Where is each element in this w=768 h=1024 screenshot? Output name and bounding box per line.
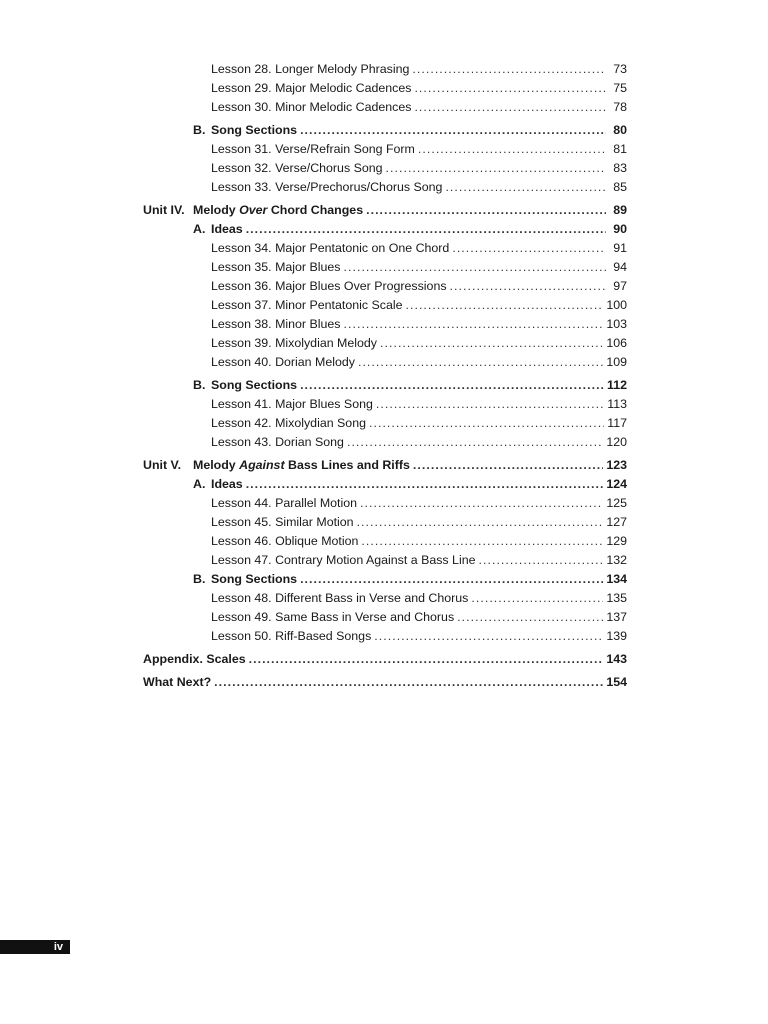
entry-page-number: 94	[613, 260, 627, 274]
toc-entry-unit	[0, 456, 768, 475]
entry-page-number: 120	[606, 435, 627, 449]
toc-entry-lesson	[0, 296, 768, 315]
entry-title: Lesson 33. Verse/Prechorus/Chorus Song	[211, 180, 443, 194]
entry-page-number: 109	[606, 355, 627, 369]
section-title: Song Sections	[211, 378, 298, 392]
entry-page-number: 129	[606, 534, 627, 548]
section-title: Song Sections	[211, 123, 298, 137]
page-folio: iv	[0, 940, 70, 954]
entry-title: Lesson 39. Mixolydian Melody	[211, 336, 377, 350]
dot-leader	[413, 456, 603, 475]
toc-entry-lesson	[0, 315, 768, 334]
section-letter: A.	[193, 222, 206, 236]
dot-leader	[376, 395, 604, 414]
toc-entry-lesson	[0, 178, 768, 197]
entry-page-number: 75	[613, 81, 627, 95]
toc-entry-lesson	[0, 98, 768, 117]
entry-title: Lesson 31. Verse/Refrain Song Form	[211, 142, 415, 156]
unit-number: Unit IV.	[143, 203, 185, 217]
toc-entry-lesson	[0, 79, 768, 98]
dot-leader	[450, 277, 606, 296]
toc-entry-lesson	[0, 334, 768, 353]
toc-entry-unit	[0, 201, 768, 220]
entry-page-number: 127	[606, 515, 627, 529]
toc-entry-lesson	[0, 589, 768, 608]
entry-title: Lesson 44. Parallel Motion	[211, 496, 358, 510]
toc-entry-lesson	[0, 414, 768, 433]
entry-page-number: 81	[613, 142, 627, 156]
toc-entry-section	[0, 220, 768, 239]
dot-leader	[300, 376, 604, 395]
dot-leader	[300, 570, 603, 589]
toc-entry-lesson	[0, 159, 768, 178]
entry-page-number: 73	[613, 62, 627, 76]
dot-leader	[479, 551, 604, 570]
unit-number: Unit V.	[143, 458, 182, 472]
entry-title: Lesson 34. Major Pentatonic on One Chord	[211, 241, 450, 255]
entry-title: Lesson 28. Longer Melody Phrasing	[211, 62, 410, 76]
entry-title: Appendix. Scales	[143, 652, 246, 666]
entry-page-number: 85	[613, 180, 627, 194]
toc-entry-lesson	[0, 353, 768, 372]
toc-entry-appendix	[0, 650, 768, 669]
entry-title: Lesson 42. Mixolydian Song	[211, 416, 366, 430]
dot-leader	[418, 140, 606, 159]
entry-page-number: 91	[613, 241, 627, 255]
toc-entry-lesson	[0, 140, 768, 159]
entry-page-number: 103	[606, 317, 627, 331]
toc-entry-what-next	[0, 673, 768, 692]
toc-entry-lesson	[0, 258, 768, 277]
toc-entry-lesson	[0, 532, 768, 551]
toc-entry-lesson	[0, 494, 768, 513]
toc-entry-lesson	[0, 433, 768, 452]
section-letter: B.	[193, 378, 206, 392]
toc-entry-section	[0, 570, 768, 589]
toc-entry-lesson	[0, 627, 768, 646]
entry-page-number: 137	[606, 610, 627, 624]
toc-entry-section	[0, 475, 768, 494]
toc-entry-lesson	[0, 551, 768, 570]
table-of-contents	[0, 60, 768, 692]
entry-page-number: 132	[606, 553, 627, 567]
unit-title-part: Melody	[193, 203, 240, 217]
dot-leader	[386, 159, 606, 178]
entry-page-number: 124	[606, 477, 627, 491]
dot-leader	[246, 220, 606, 239]
dot-leader	[358, 353, 603, 372]
dot-leader	[300, 121, 606, 140]
section-letter: B.	[193, 123, 206, 137]
unit-title-part: Bass Lines and Riffs	[284, 458, 410, 472]
entry-title: Lesson 35. Major Blues	[211, 260, 341, 274]
dot-leader	[369, 414, 604, 433]
dot-leader	[374, 627, 603, 646]
entry-page-number: 113	[607, 397, 627, 411]
dot-leader	[361, 532, 603, 551]
dot-leader	[380, 334, 603, 353]
entry-title: Lesson 50. Riff-Based Songs	[211, 629, 372, 643]
entry-page-number: 90	[613, 222, 627, 236]
unit-title-part: Chord Changes	[267, 203, 364, 217]
entry-title: Lesson 38. Minor Blues	[211, 317, 341, 331]
unit-title-part: Melody	[193, 458, 240, 472]
entry-title: Lesson 45. Similar Motion	[211, 515, 354, 529]
toc-entry-lesson	[0, 395, 768, 414]
dot-leader	[344, 258, 607, 277]
entry-page-number: 134	[606, 572, 627, 586]
dot-leader	[445, 178, 606, 197]
toc-entry-section	[0, 376, 768, 395]
entry-title: Lesson 30. Minor Melodic Cadences	[211, 100, 412, 114]
entry-page-number: 125	[606, 496, 627, 510]
dot-leader	[214, 673, 603, 692]
dot-leader	[249, 650, 604, 669]
entry-page-number: 80	[613, 123, 627, 137]
section-title: Ideas	[211, 477, 243, 491]
entry-page-number: 117	[607, 416, 627, 430]
entry-title: Lesson 47. Contrary Motion Against a Bass Line	[211, 553, 476, 567]
section-title: Ideas	[211, 222, 243, 236]
section-title: Song Sections	[211, 572, 298, 586]
entry-title: Lesson 40. Dorian Melody	[211, 355, 355, 369]
entry-title: Lesson 49. Same Bass in Verse and Chorus	[211, 610, 455, 624]
dot-leader	[414, 98, 606, 117]
entry-page-number: 154	[606, 675, 627, 689]
dot-leader	[246, 475, 604, 494]
dot-leader	[414, 79, 606, 98]
entry-title: Lesson 32. Verse/Chorus Song	[211, 161, 383, 175]
section-letter: B.	[193, 572, 206, 586]
unit-title-emphasis: Against	[239, 458, 285, 472]
dot-leader	[344, 315, 604, 334]
entry-page-number: 143	[606, 652, 627, 666]
unit-title-emphasis: Over	[239, 203, 268, 217]
entry-page-number: 97	[613, 279, 627, 293]
entry-page-number: 78	[613, 100, 627, 114]
dot-leader	[357, 513, 604, 532]
section-letter: A.	[193, 477, 206, 491]
dot-leader	[457, 608, 603, 627]
entry-page-number: 112	[607, 378, 627, 392]
entry-title: Lesson 46. Oblique Motion	[211, 534, 359, 548]
entry-title: Lesson 37. Minor Pentatonic Scale	[211, 298, 403, 312]
dot-leader	[452, 239, 606, 258]
entry-title: Lesson 36. Major Blues Over Progressions	[211, 279, 447, 293]
dot-leader	[347, 433, 603, 452]
entry-page-number: 139	[606, 629, 627, 643]
dot-leader	[471, 589, 603, 608]
toc-entry-lesson	[0, 60, 768, 79]
entry-page-number: 135	[606, 591, 627, 605]
entry-page-number: 83	[613, 161, 627, 175]
dot-leader	[405, 296, 603, 315]
entry-page-number: 100	[606, 298, 627, 312]
dot-leader	[360, 494, 603, 513]
entry-page-number: 123	[606, 458, 627, 472]
entry-title: Lesson 43. Dorian Song	[211, 435, 344, 449]
entry-page-number: 89	[613, 203, 627, 217]
toc-entry-section	[0, 121, 768, 140]
entry-page-number: 106	[606, 336, 627, 350]
toc-entry-lesson	[0, 513, 768, 532]
entry-title: Lesson 48. Different Bass in Verse and Chorus	[211, 591, 469, 605]
entry-title: What Next?	[143, 675, 212, 689]
entry-title: Lesson 41. Major Blues Song	[211, 397, 373, 411]
dot-leader	[412, 60, 606, 79]
toc-entry-lesson	[0, 239, 768, 258]
dot-leader	[366, 201, 606, 220]
toc-entry-lesson	[0, 277, 768, 296]
toc-entry-lesson	[0, 608, 768, 627]
entry-title: Lesson 29. Major Melodic Cadences	[211, 81, 412, 95]
